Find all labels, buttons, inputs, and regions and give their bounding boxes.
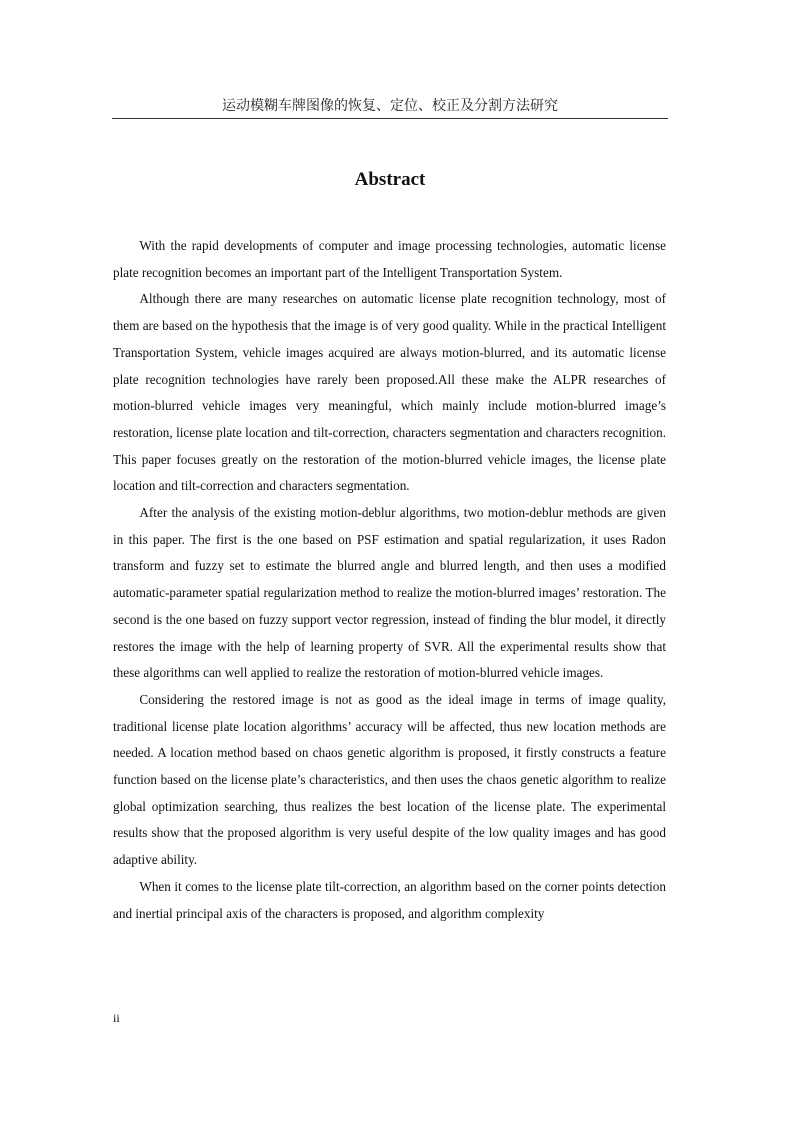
page-number: ii [113, 1011, 120, 1025]
paragraph-2: Although there are many researches on automatic license plate recognition technology, most of them are based on the hypothesis that the image is of very good quality. While in the practical Intelligent Transportation System, vehicle images acquired are always motion-blurred, and its automatic license plate recognition technologies have rarely been proposed.All these make the ALPR researches of motion-blurred vehicle images very meaningful, which mainly include motion-blurred image’s restoration, license plate location and tilt-correction, characters segmentation and characters recognition. This paper focuses greatly on the restoration of the motion-blurred vehicle images, the license plate location and tilt-correction and characters segmentation. [113, 291, 666, 494]
abstract-title: Abstract [354, 169, 426, 190]
running-header: 运动模糊车牌图像的恢复、定位、校正及分割方法研究 [222, 98, 558, 114]
paragraph-4: Considering the restored image is not as good as the ideal image in terms of image quality, traditional license plate location algorithms’ accuracy will be affected, thus new location methods are needed. A location method based on chaos genetic algorithm is proposed, it firstly constructs a feature function based on the license plate’s characteristics, and then uses the chaos genetic algorithm to realize global optimization searching, thus realizes the best location of the license plate. The experimental results show that the proposed algorithm is very useful despite of the low quality images and has good adaptive ability. [113, 691, 666, 868]
paragraph-1: With the rapid developments of computer and image processing technologies, automatic license plate recognition becomes an important part of the Intelligent Transportation System. [113, 238, 666, 280]
paragraph-5: When it comes to the license plate tilt-correction, an algorithm based on the corner points detection and inertial principal axis of the characters is proposed, and algorithm complexity [113, 878, 666, 921]
header-rule [112, 118, 668, 119]
abstract-body [113, 233, 666, 927]
paragraph-3: After the analysis of the existing motion-deblur algorithms, two motion-deblur methods are given in this paper. The first is the one based on PSF estimation and spatial regularization, it uses Radon transform and fuzzy set to estimate the blurred angle and blurred length, and then uses a modified automatic-parameter spatial regularization method to realize the motion-blurred images’ restoration. The second is the one based on fuzzy support vector regression, instead of finding the blur model, it directly restores the image with the help of learning property of SVR. All the experimental results show that these algorithms can well applied to realize the restoration of motion-blurred vehicle images. [113, 505, 666, 681]
